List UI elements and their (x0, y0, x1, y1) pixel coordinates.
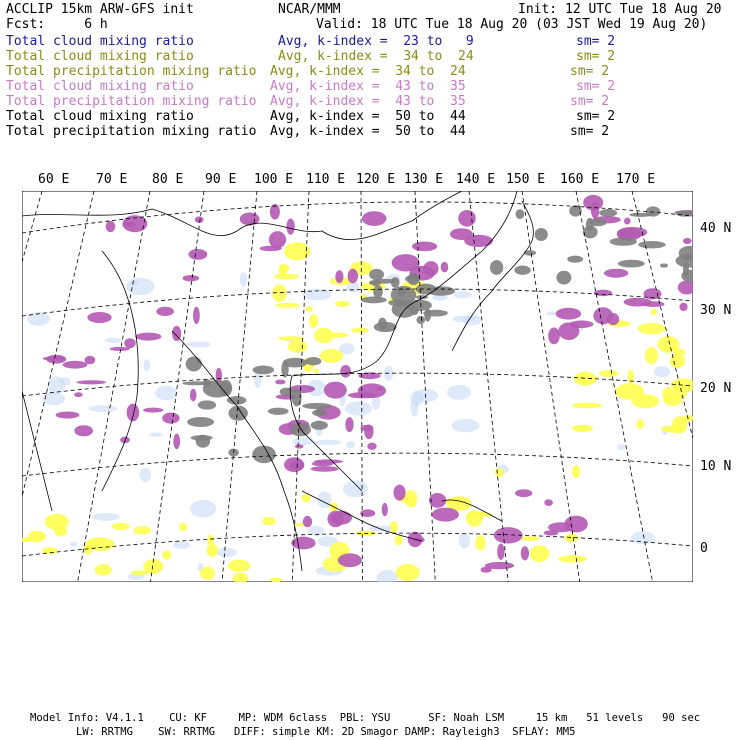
deep-patch (599, 209, 617, 217)
longitude-label: 120 E (356, 172, 396, 187)
high-cloud-patch (87, 312, 111, 323)
deep-patch (182, 381, 210, 385)
low-cloud-patch (432, 295, 448, 301)
low-cloud-patch (410, 399, 418, 417)
high-cloud-patch (570, 320, 594, 328)
deep-patch (556, 271, 571, 285)
legend-avg: Avg, k-index = 50 to 44 (270, 124, 466, 139)
low-cloud-patch (459, 533, 471, 549)
mid-cloud-patch (335, 301, 350, 307)
high-cloud-patch (324, 382, 347, 399)
low-cloud-patch (452, 419, 480, 432)
mid-cloud-patch (200, 567, 215, 580)
low-cloud-patch (131, 281, 139, 285)
mid-cloud-patch (475, 536, 486, 551)
low-cloud-patch (345, 402, 372, 416)
low-cloud-patch (190, 500, 217, 518)
mid-cloud-patch (207, 544, 219, 557)
high-cloud-patch (556, 308, 581, 320)
longitude-label: 70 E (96, 172, 128, 187)
deep-patch (312, 409, 327, 416)
legend-avg: Avg, k-index = 34 to 24 (270, 64, 466, 79)
high-cloud-patch (458, 210, 476, 227)
low-cloud-patch (454, 291, 472, 298)
deep-patch (290, 423, 311, 436)
mid-cloud-patch (28, 531, 46, 542)
mid-cloud-patch (628, 369, 634, 384)
high-cloud-patch (392, 254, 420, 271)
high-cloud-patch (162, 413, 179, 424)
longitude-label: 140 E (456, 172, 496, 187)
low-cloud-patch (302, 289, 331, 301)
mid-cloud-patch (638, 323, 666, 334)
deep-patch (191, 435, 213, 441)
mid-cloud-patch (228, 560, 250, 572)
high-cloud-patch (618, 227, 648, 238)
deep-patch (305, 357, 321, 365)
low-cloud-patch (155, 386, 177, 400)
high-cloud-patch (311, 466, 339, 472)
mid-cloud-patch (162, 550, 171, 559)
longitude-label: 100 E (254, 172, 294, 187)
deep-patch (253, 366, 274, 375)
deep-patch (410, 306, 419, 315)
deep-patch (610, 237, 637, 245)
high-cloud-patch (127, 404, 140, 422)
legend-sm: sm= 2 (576, 79, 616, 94)
high-cloud-patch (269, 231, 286, 248)
mid-cloud-patch (313, 369, 319, 373)
mid-cloud-patch (495, 468, 504, 477)
deep-patch (268, 408, 289, 415)
deep-patch (311, 421, 328, 430)
mid-cloud-patch (262, 517, 276, 525)
deep-patch (423, 310, 448, 317)
deep-patch (227, 396, 247, 405)
low-cloud-patch (240, 272, 247, 286)
model-info-line2: LW: RRTMG SW: RRTMG DIFF: simple KM: 2D Smagor DAMP: Rayleigh3 SFLAY: MM5 (76, 726, 576, 738)
high-cloud-patch (364, 425, 373, 440)
high-cloud-patch (345, 417, 353, 432)
high-cloud-patch (195, 216, 204, 223)
low-cloud-patch (126, 278, 155, 296)
deep-patch (280, 388, 294, 396)
high-cloud-patch (679, 303, 687, 311)
mid-cloud-patch (395, 535, 403, 545)
high-cloud-patch (521, 546, 529, 560)
latitude-label: 30 N (700, 303, 732, 318)
low-cloud-patch (292, 438, 314, 446)
high-cloud-patch (291, 537, 315, 550)
high-cloud-patch (303, 516, 312, 527)
mid-cloud-patch (599, 370, 619, 377)
mid-cloud-patch (288, 340, 308, 352)
high-cloud-patch (485, 562, 514, 569)
high-cloud-patch (624, 218, 631, 225)
deep-patch (373, 285, 383, 298)
deep-patch (646, 206, 660, 216)
mid-cloud-patch (651, 309, 657, 316)
latitude-label: 20 N (700, 381, 732, 396)
mid-cloud-patch (572, 425, 593, 432)
deep-patch (618, 260, 645, 268)
mid-cloud-patch (278, 336, 304, 340)
high-cloud-patch (190, 389, 197, 402)
mid-cloud-patch (572, 465, 580, 478)
deep-patch (514, 266, 530, 275)
legend-sm: sm= 2 (576, 109, 616, 124)
mid-cloud-patch (661, 426, 685, 433)
longitude-label: 90 E (205, 172, 237, 187)
legend-name: Total precipitation mixing ratio (6, 124, 257, 139)
high-cloud-patch (544, 530, 559, 535)
deep-patch (583, 226, 598, 239)
low-cloud-patch (343, 481, 368, 498)
mid-cloud-patch (657, 336, 679, 353)
legend-name: Total cloud mixing ratio (6, 79, 194, 94)
high-cloud-patch (74, 425, 93, 436)
legend-sm: sm= 2 (570, 94, 610, 109)
forecast-map (22, 191, 693, 582)
mid-cloud-patch (466, 512, 492, 517)
high-cloud-patch (564, 516, 587, 533)
low-cloud-patch (48, 377, 65, 395)
deep-patch (589, 218, 607, 226)
legend-sm: sm= 2 (570, 64, 610, 79)
high-cloud-patch (43, 357, 66, 361)
mid-cloud-patch (530, 545, 550, 562)
deep-patch (535, 228, 548, 241)
high-cloud-patch (683, 238, 692, 244)
deep-patch (378, 318, 387, 330)
high-cloud-patch (340, 365, 351, 378)
high-cloud-patch (393, 485, 405, 501)
mid-cloud-patch (572, 403, 602, 409)
low-cloud-patch (617, 444, 625, 450)
mid-cloud-patch (301, 494, 310, 503)
center-label: NCAR/MMM (278, 2, 341, 17)
high-cloud-patch (110, 347, 130, 351)
high-cloud-patch (193, 307, 200, 324)
longitude-label: 130 E (404, 172, 444, 187)
deep-patch (186, 357, 202, 372)
mid-cloud-patch (351, 328, 369, 333)
mid-cloud-patch (309, 314, 318, 328)
init-time: Init: 12 UTC Tue 18 Aug 20 (518, 2, 722, 17)
mid-cloud-patch (673, 384, 688, 398)
legend-avg: Avg, k-index = 43 to 35 (270, 79, 466, 94)
deep-patch (391, 277, 400, 288)
mid-cloud-patch (179, 523, 187, 531)
legend-name: Total cloud mixing ratio (6, 109, 194, 124)
forecast-hour: Fcst: 6 h (6, 17, 108, 32)
high-cloud-patch (338, 553, 362, 567)
mid-cloud-patch (558, 555, 586, 562)
mid-cloud-patch (112, 523, 130, 530)
mid-cloud-patch (305, 306, 313, 312)
high-cloud-patch (124, 338, 135, 348)
high-cloud-patch (432, 508, 459, 522)
mid-cloud-patch (320, 349, 343, 363)
legend-sm: sm= 2 (576, 34, 616, 49)
legend-name: Total precipitation mixing ratio (6, 94, 257, 109)
low-cloud-patch (654, 366, 671, 377)
high-cloud-patch (348, 269, 358, 284)
low-cloud-patch (70, 542, 78, 547)
longitude-label: 80 E (152, 172, 184, 187)
low-cloud-patch (88, 405, 117, 412)
mid-cloud-patch (662, 387, 673, 401)
mid-cloud-patch (521, 536, 540, 541)
deep-patch (369, 269, 384, 280)
longitude-label: 160 E (560, 172, 600, 187)
legend-avg: Avg, k-index = 34 to 24 (278, 49, 474, 64)
longitude-label: 60 E (38, 172, 70, 187)
deep-patch (660, 263, 668, 267)
legend-name: Total cloud mixing ratio (6, 34, 194, 49)
low-cloud-patch (346, 441, 355, 448)
low-cloud-patch (447, 385, 471, 400)
mid-cloud-patch (631, 394, 659, 408)
mid-cloud-patch (274, 274, 299, 280)
high-cloud-patch (143, 408, 163, 413)
high-cloud-patch (335, 270, 343, 283)
high-cloud-patch (441, 262, 449, 273)
low-cloud-patch (547, 311, 557, 315)
mid-cloud-patch (390, 521, 398, 533)
low-cloud-patch (187, 342, 211, 348)
high-cloud-patch (286, 219, 294, 235)
deep-patch (416, 284, 436, 295)
legend-sm: sm= 2 (576, 49, 616, 64)
deep-patch (490, 260, 503, 275)
deep-patch (361, 297, 387, 304)
mid-cloud-patch (645, 347, 658, 364)
high-cloud-patch (607, 313, 619, 325)
deep-patch (405, 275, 420, 283)
deep-patch (638, 241, 665, 248)
high-cloud-patch (295, 444, 304, 448)
high-cloud-patch (331, 511, 352, 525)
legend-name: Total cloud mixing ratio (6, 49, 194, 64)
high-cloud-patch (312, 461, 334, 466)
high-cloud-patch (284, 457, 304, 472)
mid-cloud-patch (134, 526, 152, 534)
high-cloud-patch (63, 361, 88, 369)
model-title: ACCLIP 15km ARW-GFS init (6, 2, 194, 17)
latitude-label: 10 N (700, 459, 732, 474)
mid-cloud-patch (95, 564, 112, 575)
valid-time: Valid: 18 UTC Tue 18 Aug 20 (03 JST Wed 19 Aug 20) (316, 17, 708, 32)
high-cloud-patch (624, 298, 652, 307)
deep-patch (302, 403, 332, 409)
mid-cloud-patch (275, 303, 299, 308)
mid-cloud-patch (54, 526, 67, 537)
high-cloud-patch (74, 392, 83, 397)
legend-avg: Avg, k-index = 50 to 44 (270, 109, 466, 124)
deep-patch (187, 417, 214, 427)
high-cloud-patch (604, 269, 628, 278)
legend-sm: sm= 2 (570, 124, 610, 139)
high-cloud-patch (382, 503, 388, 517)
high-cloud-patch (183, 275, 200, 281)
deep-patch (388, 300, 408, 307)
low-cloud-patch (149, 432, 163, 436)
high-cloud-patch (548, 328, 560, 345)
deep-patch (417, 316, 426, 324)
longitude-label: 110 E (306, 172, 346, 187)
high-cloud-patch (450, 228, 473, 240)
high-cloud-patch (188, 249, 207, 260)
high-cloud-patch (367, 443, 376, 450)
legend-avg: Avg, k-index = 43 to 35 (270, 94, 466, 109)
high-cloud-patch (135, 333, 161, 341)
deep-patch (569, 205, 582, 216)
high-cloud-patch (544, 499, 553, 506)
legend-avg: Avg, k-index = 23 to 9 (278, 34, 474, 49)
low-cloud-patch (216, 548, 236, 558)
high-cloud-patch (275, 380, 285, 385)
mid-cloud-patch (131, 570, 148, 575)
high-cloud-patch (56, 412, 80, 419)
low-cloud-patch (92, 513, 120, 521)
high-cloud-patch (515, 489, 532, 497)
model-info-line1: Model Info: V4.1.1 CU: KF MP: WDM 6class PBL: YSU SF: Noah LSM 15 km 51 levels 90 sec (30, 712, 701, 724)
low-cloud-patch (314, 440, 342, 445)
low-cloud-patch (139, 468, 151, 482)
legend-name: Total precipitation mixing ratio (6, 64, 257, 79)
mid-cloud-patch (636, 420, 644, 429)
high-cloud-patch (156, 307, 174, 316)
low-cloud-patch (143, 359, 150, 371)
high-cloud-patch (497, 544, 504, 560)
high-cloud-patch (173, 434, 180, 450)
high-cloud-patch (583, 195, 603, 210)
high-cloud-patch (76, 380, 106, 384)
latitude-label: 0 (700, 541, 708, 556)
mid-cloud-patch (272, 284, 286, 302)
deep-patch (567, 256, 583, 263)
mid-cloud-patch (574, 372, 597, 386)
low-cloud-patch (173, 541, 190, 548)
mid-cloud-patch (207, 535, 214, 546)
deep-patch (198, 400, 216, 409)
low-cloud-patch (105, 338, 122, 343)
latitude-label: 40 N (700, 221, 732, 236)
longitude-label: 150 E (506, 172, 546, 187)
deep-patch (516, 209, 525, 219)
mid-cloud-patch (396, 564, 420, 581)
longitude-label: 170 E (616, 172, 656, 187)
mid-cloud-patch (314, 328, 333, 343)
high-cloud-patch (106, 221, 116, 232)
low-cloud-patch (43, 392, 65, 405)
high-cloud-patch (412, 242, 437, 252)
high-cloud-patch (362, 211, 387, 226)
